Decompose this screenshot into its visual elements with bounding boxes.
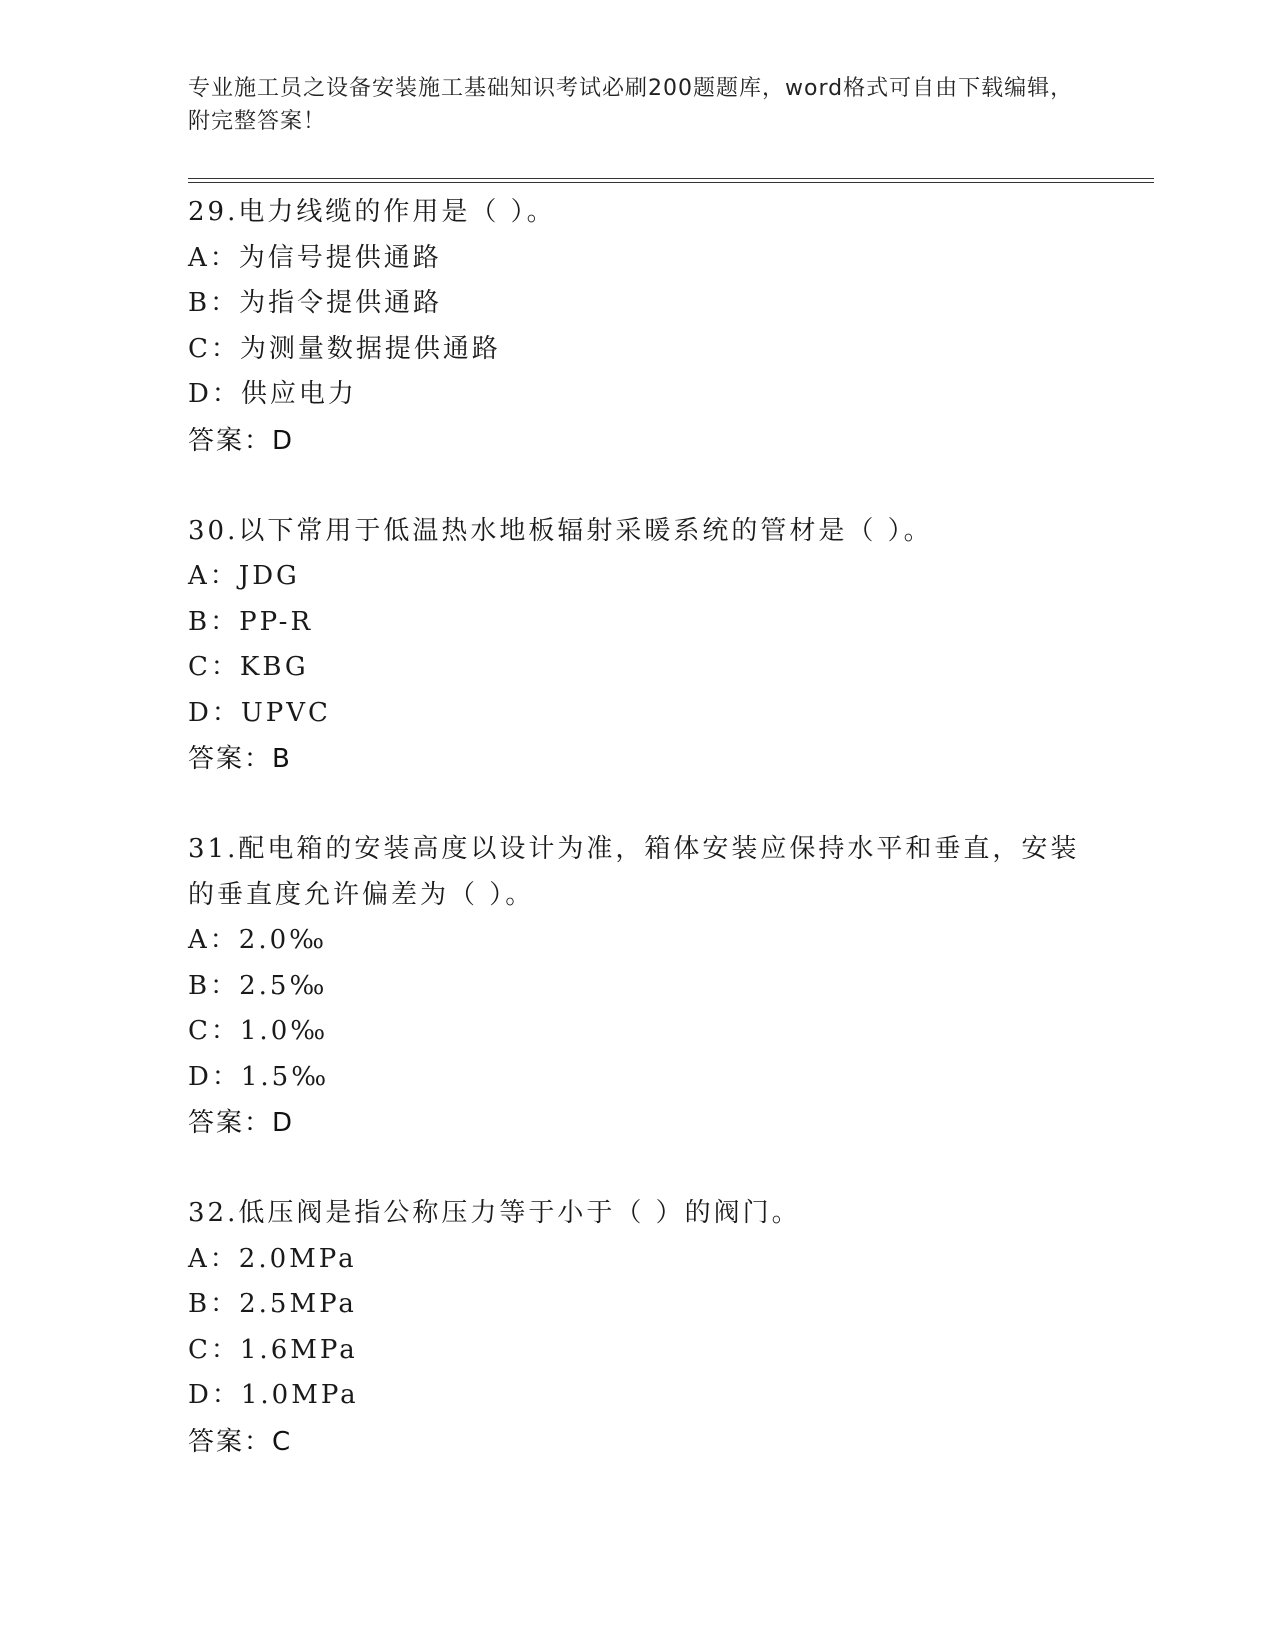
option-c: C：为测量数据提供通路 (188, 333, 501, 364)
question-list (188, 190, 1088, 1510)
question-30 (188, 509, 1088, 783)
option-b: B：2.5MPa (188, 1289, 357, 1319)
option-c: C：KBG (188, 652, 309, 682)
answer: 答案：C (188, 1426, 293, 1457)
question-32 (188, 1191, 1088, 1465)
option-a: A：2.0‰ (188, 925, 328, 955)
option-d: D：1.5‰ (188, 1061, 330, 1092)
option-d: D：1.0MPa (188, 1380, 359, 1410)
option-c: C：1.0‰ (188, 1016, 329, 1046)
question-31 (188, 827, 1088, 1146)
question-stem: 29.电力线缆的作用是（ ）。 (188, 197, 556, 227)
question-stem: 32.低压阀是指公称压力等于小于（ ）的阀门。 (188, 1198, 801, 1228)
answer: 答案：D (188, 425, 295, 456)
question-29 (188, 190, 1088, 464)
document-title: 专业施工员之设备安装施工基础知识考试必刷200题题库，word格式可自由下载编辑，附完整答案！ (188, 76, 1074, 134)
option-b: B：为指令提供通路 (188, 288, 443, 318)
option-b: B：2.5‰ (188, 970, 328, 1001)
option-c: C：1.6MPa (188, 1334, 358, 1365)
option-a: A：为信号提供通路 (188, 242, 442, 273)
option-d: D：供应电力 (188, 379, 357, 409)
option-a: A：JDG (188, 561, 300, 591)
option-a: A：2.0MPa (188, 1243, 357, 1274)
option-b: B：PP-R (188, 606, 314, 637)
answer: 答案：B (188, 744, 292, 774)
question-stem: 30.以下常用于低温热水地板辐射采暖系统的管材是（ ）。 (188, 515, 933, 546)
answer: 答案：D (188, 1108, 295, 1138)
question-stem: 31.配电箱的安装高度以设计为准，箱体安装应保持水平和垂直，安装的垂直度允许偏差为（ ）。 (188, 834, 1080, 910)
header-divider-bottom (188, 182, 1154, 183)
header-divider-top (188, 178, 1154, 179)
option-d: D：UPVC (188, 697, 331, 728)
